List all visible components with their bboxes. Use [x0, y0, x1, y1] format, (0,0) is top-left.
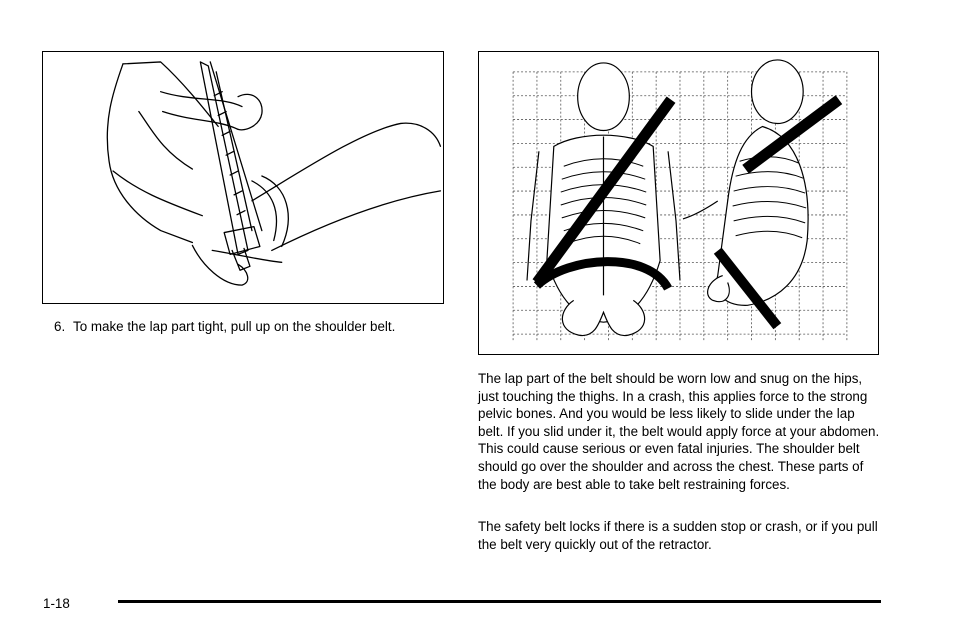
side-skeleton	[683, 60, 808, 305]
belt-lock-paragraph: The safety belt locks if there is a sudden stop or crash, or if you pull the belt very quickly out of the retractor.	[478, 519, 878, 552]
lap-belt-tightening-illustration	[42, 51, 444, 304]
step-text: To make the lap part tight, pull up on the shoulder belt.	[73, 319, 396, 334]
step-number: 6.	[54, 319, 66, 334]
belt-position-skeleton-illustration	[478, 51, 879, 355]
page-number: 1-18	[43, 596, 70, 611]
lap-belt-tightening-drawing	[43, 52, 443, 303]
step-6	[54, 318, 414, 336]
belt-position-skeleton-drawing	[479, 52, 878, 354]
lap-belt-paragraph: The lap part of the belt should be worn low and snug on the hips, just touching the thighs. In a crash, this applies force to the strong pelvic bones. And you would be less likely to slide under the lap belt. If you slid under it, the belt would apply force at your abdomen. This could cause serious or even fatal injuries. The shoulder belt should go over the shoulder and across the chest. These parts of the body are best able to take belt restraining forces.	[478, 371, 880, 492]
footer-rule	[118, 600, 881, 603]
